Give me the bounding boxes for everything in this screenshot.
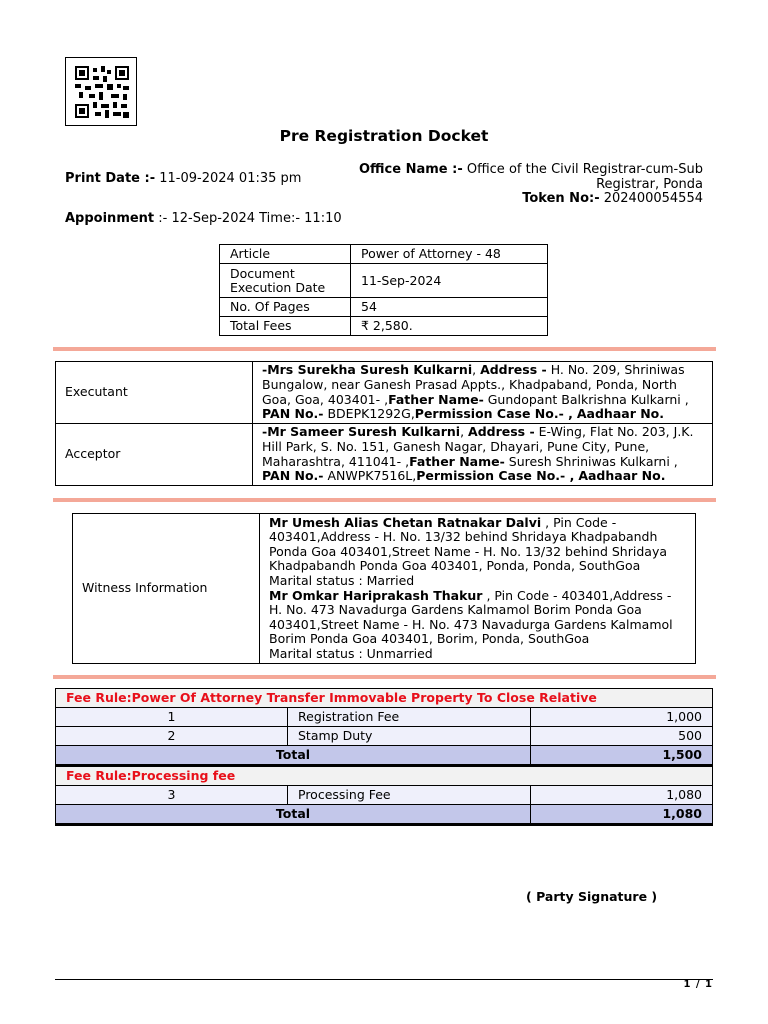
separator — [53, 498, 716, 502]
fee-rule-row — [56, 766, 713, 786]
table-row: 3 Processing Fee 1,080 — [56, 786, 713, 805]
witness-1-name: Mr Umesh Alias Chetan Ratnakar Dalvi — [269, 514, 542, 530]
qr-code — [65, 57, 137, 126]
print-date-value: 11-09-2024 01:35 pm — [159, 171, 302, 186]
party-table — [55, 361, 713, 486]
witness-2-name: Mr Omkar Hariprakash Thakur — [269, 587, 483, 603]
fee-rule-title: Fee Rule:Power Of Attorney Transfer Immovable Property To Close Relative — [56, 689, 713, 708]
article-value: Power of Attorney - 48 — [351, 245, 548, 264]
acceptor-label: Acceptor — [56, 424, 253, 486]
execution-date-label: Document Execution Date — [220, 264, 351, 298]
table-row — [220, 264, 548, 298]
execution-date-value: 11-Sep-2024 — [351, 264, 548, 298]
pages-label: No. Of Pages — [220, 298, 351, 317]
office-info — [330, 163, 703, 207]
fee-rule-title: Fee Rule:Processing fee — [56, 766, 713, 786]
separator — [53, 675, 716, 679]
witness-1-marital: Marital status : Married — [269, 572, 415, 588]
office-value-line2: Registrar, Ponda — [596, 176, 703, 192]
fee-rule-row — [56, 689, 713, 708]
appointment-value: :- 12-Sep-2024 Time:- 11:10 — [158, 211, 342, 226]
table-row — [220, 317, 548, 336]
pages-value: 54 — [351, 298, 548, 317]
witness-2-marital: Marital status : Unmarried — [269, 645, 433, 661]
witness-label: Witness Information — [73, 514, 260, 664]
footer-divider — [55, 979, 713, 980]
fee-table — [55, 688, 713, 826]
token-value: 202400054554 — [603, 191, 703, 206]
appointment — [65, 211, 342, 226]
separator — [53, 347, 716, 351]
print-date — [65, 171, 301, 186]
article-table — [219, 244, 548, 336]
total-fees-value: ₹ 2,580. — [351, 317, 548, 336]
qr-code-icon — [75, 66, 129, 118]
page-number: 1 / 1 — [683, 979, 713, 990]
table-row: 2 Stamp Duty 500 — [56, 727, 713, 746]
party-signature: ( Party Signature ) — [526, 889, 658, 904]
token-label: Token No:- — [522, 191, 600, 206]
witness-table — [72, 513, 696, 664]
witness-details: Mr Umesh Alias Chetan Ratnakar Dalvi , Pin Code - 403401,Address - H. No. 13/32 behind Shridaya Khadpabandh Ponda Goa 403401,Street Name - H. No. 13/32 behind Shridaya Khadpabandh Ponda Goa 403401, Ponda, Ponda, SouthGoa Marital status : Married Mr Omkar Hariprakash Thakur , Pin Code - 403401,Address - H. No. 473 Navadurga Gardens Kalmamol Borim Ponda Goa 403401,Street Name - H. No. 473 Navadurga Gardens Kalmamol Borim Ponda Goa 403401, Borim, Ponda, SouthGoa Marital status : Unmarried — [260, 514, 696, 664]
office-value-line1: Office of the Civil Registrar-cum-Sub — [466, 162, 703, 177]
table-row: 1 Registration Fee 1,000 — [56, 708, 713, 727]
table-row — [73, 514, 696, 664]
fee-total-value: 1,500 — [531, 746, 713, 766]
table-row — [56, 424, 713, 486]
executant-details: -Mrs Surekha Suresh Kulkarni, Address - H. No. 209, Shriniwas Bungalow, near Ganesh Prasad Appts., Khadpaband, Ponda, North Goa, Goa, 403401- ,Father Name- Gundopant Balkrishna Kulkarni , PAN No.- BDEPK1292G,Permission Case No.- , Aadhaar No. — [253, 362, 713, 424]
fee-total-value: 1,080 — [531, 805, 713, 825]
table-row — [220, 245, 548, 264]
fee-total-row: Total 1,500 — [56, 746, 713, 766]
appointment-label: Appoinment — [65, 211, 155, 226]
executant-label: Executant — [56, 362, 253, 424]
article-label: Article — [220, 245, 351, 264]
page-title: Pre Registration Docket — [279, 127, 489, 145]
table-row — [220, 298, 548, 317]
fee-total-row: Total 1,080 — [56, 805, 713, 825]
print-date-label: Print Date :- — [65, 171, 156, 186]
office-label: Office Name :- — [358, 162, 463, 177]
total-fees-label: Total Fees — [220, 317, 351, 336]
acceptor-details: -Mr Sameer Suresh Kulkarni, Address - E-Wing, Flat No. 203, J.K. Hill Park, S. No. 151, Ganesh Nagar, Dhayari, Pune City, Pune, Maharashtra, 411041- ,Father Name- Suresh Shriniwas Kulkarni , PAN No.- ANWPK7516L,Permission Case No.- , Aadhaar No. — [253, 424, 713, 486]
table-row — [56, 362, 713, 424]
